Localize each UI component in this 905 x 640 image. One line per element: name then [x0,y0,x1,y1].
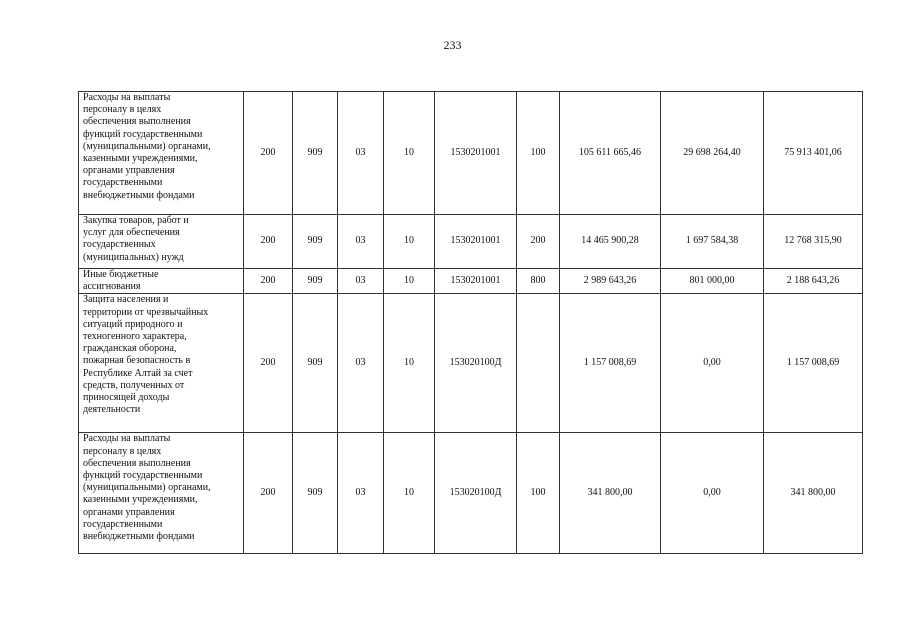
table-row [79,215,863,269]
cell-col2: 909 [293,269,338,294]
description-line: внебюджетными фондами [83,189,195,201]
cell-col3: 03 [338,433,384,554]
cell-col2: 909 [293,433,338,554]
cell-amount3: 2 188 643,26 [764,269,863,294]
description-line: Расходы на выплаты [83,92,171,103]
cell-col4: 10 [384,294,435,433]
cell-col4: 10 [384,92,435,215]
table-row [79,433,863,554]
cell-amount1: 341 800,00 [560,433,661,554]
cell-col1: 200 [244,269,293,294]
description-line: государственными [83,518,163,530]
cell-amount2: 29 698 264,40 [661,92,764,215]
cell-col4: 10 [384,269,435,294]
cell-col3: 03 [338,215,384,269]
cell-amount1: 14 465 900,28 [560,215,661,269]
cell-col4: 10 [384,215,435,269]
cell-type: 800 [517,269,560,294]
row-description [79,92,244,215]
description-line: персоналу в целях [83,445,162,457]
budget-table [78,91,863,554]
description-line: Иные бюджетные [83,269,159,280]
cell-col2: 909 [293,215,338,269]
cell-col2: 909 [293,92,338,215]
cell-amount2: 0,00 [661,433,764,554]
table-row [79,92,863,215]
cell-amount1: 2 989 643,26 [560,269,661,294]
cell-code: 153020100Д [435,433,517,554]
cell-type: 100 [517,92,560,215]
description-line: Расходы на выплаты [83,433,171,445]
description-line: обеспечения выполнения [83,457,191,469]
cell-amount1: 105 611 665,46 [560,92,661,215]
cell-col1: 200 [244,215,293,269]
description-line: функций государственными [83,128,203,140]
description-line: (муниципальными) органами, [83,482,211,494]
description-line: Защита населения и [83,294,169,306]
row-description [79,269,244,294]
description-line: казенными учреждениями, [83,153,198,165]
description-line: Республике Алтай за счет [83,367,193,379]
description-line: (муниципальными) органами, [83,140,211,152]
cell-amount1: 1 157 008,69 [560,294,661,433]
row-description [79,294,244,433]
cell-code: 1530201001 [435,215,517,269]
cell-col1: 200 [244,433,293,554]
cell-col4: 10 [384,433,435,554]
cell-code: 1530201001 [435,92,517,215]
cell-code: 1530201001 [435,269,517,294]
description-line: государственных [83,239,156,251]
row-description [79,215,244,269]
description-line: деятельности [83,404,141,416]
cell-type [517,294,560,433]
cell-col1: 200 [244,294,293,433]
table-body [79,92,863,554]
cell-type: 100 [517,433,560,554]
description-line: персоналу в целях [83,104,162,116]
description-line: Закупка товаров, работ и [83,215,189,226]
description-line: техногенного характера, [83,331,187,343]
description-line: территории от чрезвычайных [83,306,209,318]
row-description [79,433,244,554]
cell-col2: 909 [293,294,338,433]
cell-col1: 200 [244,92,293,215]
cell-col3: 03 [338,269,384,294]
cell-amount3: 341 800,00 [764,433,863,554]
description-line: обеспечения выполнения [83,116,191,128]
description-line: услуг для обеспечения [83,227,180,239]
cell-amount2: 0,00 [661,294,764,433]
cell-col3: 03 [338,294,384,433]
description-line: средств, полученных от [83,379,185,391]
description-line: органами управления [83,165,175,177]
page-number: 233 [443,38,462,52]
cell-amount2: 801 000,00 [661,269,764,294]
description-line: (муниципальных) нужд [83,251,184,263]
table-row [79,269,863,294]
description-line: приносящей доходы [83,392,170,404]
description-line: гражданская оборона, [83,343,177,355]
cell-col3: 03 [338,92,384,215]
table-row [79,294,863,433]
cell-amount3: 75 913 401,06 [764,92,863,215]
description-line: функций государственными [83,470,203,482]
description-line: пожарная безопасность в [83,355,191,367]
cell-amount3: 1 157 008,69 [764,294,863,433]
cell-code: 153020100Д [435,294,517,433]
description-line: органами управления [83,506,175,518]
description-line: внебюджетными фондами [83,531,195,543]
description-line: казенными учреждениями, [83,494,198,506]
description-line: ситуаций природного и [83,318,183,330]
description-line: государственными [83,177,163,189]
cell-amount3: 12 768 315,90 [764,215,863,269]
cell-type: 200 [517,215,560,269]
cell-amount2: 1 697 584,38 [661,215,764,269]
description-line: ассигнования [83,281,141,293]
